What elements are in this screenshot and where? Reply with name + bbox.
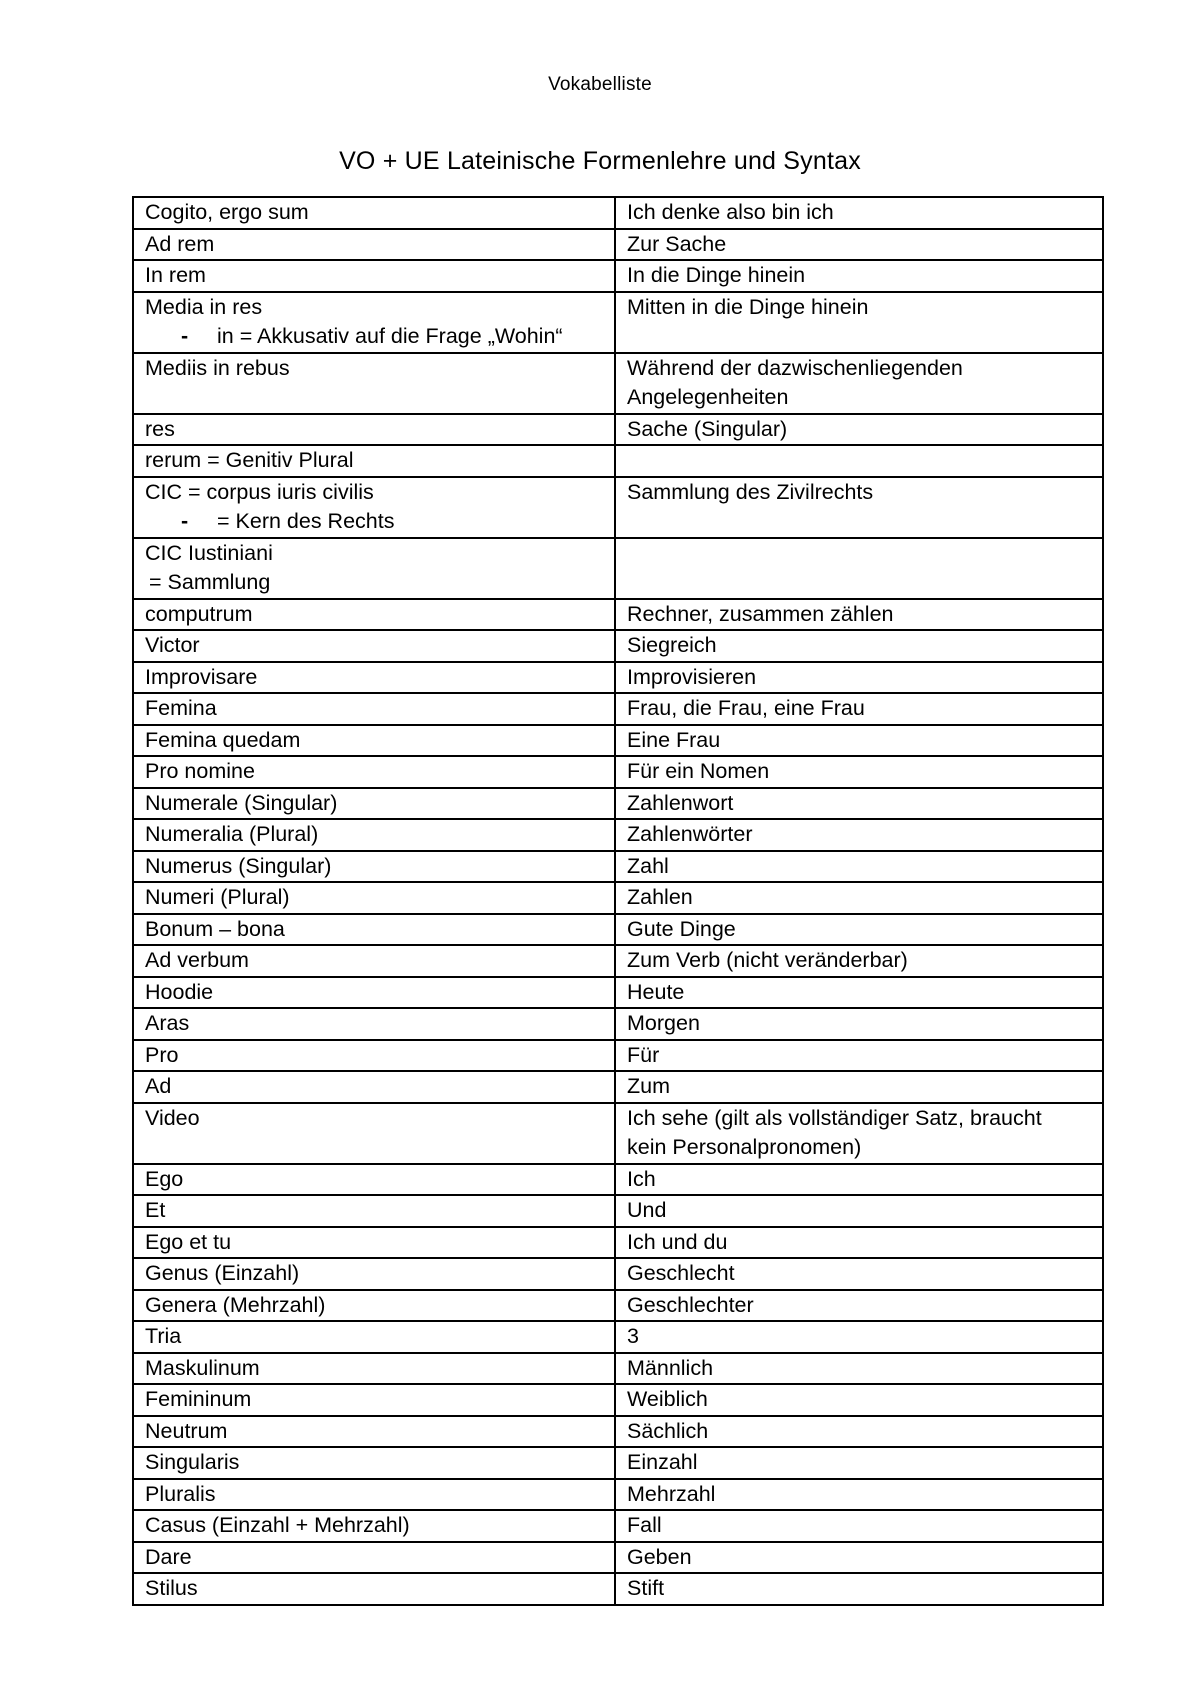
german-translation: Ich: [627, 1166, 656, 1191]
german-translation-cell: [615, 1227, 1103, 1259]
table-row: [133, 1164, 1103, 1196]
latin-term-cell: [133, 882, 615, 914]
latin-term-cell: [133, 1103, 615, 1164]
german-translation-cell: [615, 353, 1103, 414]
latin-term-cell: [133, 977, 615, 1009]
german-translation-continuation: Angelegenheiten: [627, 385, 789, 409]
table-row: [133, 229, 1103, 261]
table-row: [133, 1071, 1103, 1103]
latin-bullet-line: [145, 507, 603, 537]
latin-term: Numerale (Singular): [145, 790, 338, 815]
german-translation: Zur Sache: [627, 231, 727, 256]
latin-term: Ego: [145, 1166, 184, 1191]
table-row: [133, 1542, 1103, 1574]
latin-term-cell: [133, 1071, 615, 1103]
german-translation-cell: [615, 819, 1103, 851]
latin-bullet-text: = Kern des Rechts: [217, 509, 395, 533]
german-translation-cell: [615, 292, 1103, 353]
latin-term: Ad: [145, 1074, 172, 1098]
german-translation-cell: [615, 477, 1103, 538]
german-translation: Mehrzahl: [627, 1481, 716, 1506]
latin-term-cell: [133, 538, 615, 599]
table-row: [133, 662, 1103, 694]
bullet-dash: -: [181, 324, 189, 348]
latin-term: Video: [145, 1105, 200, 1130]
latin-term: Ad verbum: [145, 948, 249, 972]
german-translation: Eine Frau: [627, 727, 721, 752]
german-translation-cell: [615, 1040, 1103, 1072]
german-translation: Fall: [627, 1513, 662, 1537]
german-translation-cell: [615, 1258, 1103, 1290]
table-row: [133, 1416, 1103, 1448]
german-translation-cell: [615, 1321, 1103, 1353]
latin-term-cell: [133, 260, 615, 292]
german-translation-cell: [615, 977, 1103, 1009]
german-translation-cell: [615, 1542, 1103, 1574]
german-translation-cell: [615, 945, 1103, 977]
latin-bullet-line: [145, 322, 603, 352]
german-translation-cell: [615, 662, 1103, 694]
latin-term: Genus (Einzahl): [145, 1261, 300, 1285]
german-translation: Ich denke also bin ich: [627, 200, 834, 224]
german-translation: Sammlung des Zivilrechts: [627, 479, 874, 504]
table-row: [133, 725, 1103, 757]
table-row: [133, 1195, 1103, 1227]
bullet-dash: -: [181, 509, 189, 533]
german-translation-cell: [615, 1071, 1103, 1103]
vocabulary-table-body: [133, 197, 1103, 1605]
latin-term-cell: [133, 1195, 615, 1227]
latin-term-cell: [133, 1353, 615, 1385]
latin-term-cell: [133, 851, 615, 883]
table-row: [133, 882, 1103, 914]
german-translation: Männlich: [627, 1355, 714, 1380]
latin-term: res: [145, 416, 175, 441]
table-row: [133, 599, 1103, 631]
latin-term-cell: [133, 1227, 615, 1259]
latin-term: Cogito, ergo sum: [145, 200, 309, 224]
table-row: [133, 1290, 1103, 1322]
table-row: [133, 538, 1103, 599]
page-header: Vokabelliste: [548, 74, 652, 95]
table-row: [133, 197, 1103, 229]
german-translation-cell: [615, 725, 1103, 757]
latin-bullet-text: in = Akkusativ auf die Frage „Wohin“: [217, 324, 563, 348]
table-row: [133, 756, 1103, 788]
german-translation-cell: [615, 538, 1103, 599]
latin-term-cell: [133, 414, 615, 446]
latin-term-cell: [133, 725, 615, 757]
latin-term: Bonum – bona: [145, 916, 285, 941]
german-translation: Ich und du: [627, 1229, 728, 1254]
german-translation: Zahlen: [627, 885, 693, 909]
german-translation: Stift: [627, 1576, 665, 1600]
latin-term-cell: [133, 353, 615, 414]
latin-term: In rem: [145, 263, 206, 287]
latin-term-cell: [133, 1447, 615, 1479]
german-translation-cell: [615, 851, 1103, 883]
german-translation: [627, 446, 1091, 476]
latin-term: CIC Iustiniani: [145, 540, 273, 565]
table-row: [133, 1103, 1103, 1164]
latin-term: Mediis in rebus: [145, 355, 290, 380]
german-translation: Gute Dinge: [627, 916, 736, 941]
german-translation: Sächlich: [627, 1418, 709, 1443]
german-translation-cell: [615, 599, 1103, 631]
german-translation-cell: [615, 693, 1103, 725]
latin-term: Numeralia (Plural): [145, 822, 319, 846]
table-row: [133, 292, 1103, 353]
latin-term: rerum = Genitiv Plural: [145, 448, 354, 472]
german-translation-cell: [615, 630, 1103, 662]
german-translation: Weiblich: [627, 1387, 708, 1411]
latin-term-cell: [133, 914, 615, 946]
latin-term-cell: [133, 197, 615, 229]
latin-term-cell: [133, 1542, 615, 1574]
table-row: [133, 1040, 1103, 1072]
latin-term-cell: [133, 599, 615, 631]
german-translation: Sache (Singular): [627, 416, 788, 441]
latin-term: Femina: [145, 696, 217, 720]
latin-term: computrum: [145, 601, 253, 626]
table-row: [133, 693, 1103, 725]
table-row: [133, 630, 1103, 662]
german-translation: Frau, die Frau, eine Frau: [627, 696, 865, 720]
table-row: [133, 1227, 1103, 1259]
table-row: [133, 477, 1103, 538]
table-row: [133, 819, 1103, 851]
table-row: [133, 260, 1103, 292]
german-translation-cell: [615, 1353, 1103, 1385]
german-translation: [627, 539, 1091, 569]
latin-term: Numerus (Singular): [145, 853, 332, 878]
german-translation-cell: [615, 1510, 1103, 1542]
latin-term: Tria: [145, 1324, 182, 1348]
german-translation: Ich sehe (gilt als vollständiger Satz, braucht: [627, 1105, 1042, 1130]
german-translation: Während der dazwischenliegenden: [627, 355, 963, 380]
german-translation: Zahl: [627, 853, 669, 878]
latin-term-cell: [133, 1008, 615, 1040]
german-translation-cell: [615, 914, 1103, 946]
latin-term: Aras: [145, 1011, 190, 1035]
table-row: [133, 414, 1103, 446]
latin-term: Et: [145, 1198, 166, 1222]
german-translation-cell: [615, 1416, 1103, 1448]
latin-term: Femininum: [145, 1387, 252, 1411]
german-translation: Siegreich: [627, 633, 717, 657]
latin-term: Femina quedam: [145, 727, 301, 752]
german-translation: In die Dinge hinein: [627, 263, 806, 287]
latin-term: Maskulinum: [145, 1355, 260, 1380]
table-row: [133, 1479, 1103, 1511]
table-row: [133, 788, 1103, 820]
german-translation-cell: [615, 1164, 1103, 1196]
latin-term-cell: [133, 819, 615, 851]
table-row: [133, 445, 1103, 477]
latin-term-cell: [133, 788, 615, 820]
latin-term-cell: [133, 630, 615, 662]
table-row: [133, 945, 1103, 977]
german-translation: Geschlechter: [627, 1292, 754, 1317]
latin-term-cell: [133, 1384, 615, 1416]
latin-term: Neutrum: [145, 1418, 228, 1443]
table-row: [133, 1008, 1103, 1040]
german-translation-cell: [615, 1573, 1103, 1605]
german-translation: Improvisieren: [627, 664, 757, 689]
latin-term-cell: [133, 1290, 615, 1322]
table-row: [133, 1447, 1103, 1479]
german-translation-cell: [615, 414, 1103, 446]
german-translation-cell: [615, 1447, 1103, 1479]
latin-term-cell: [133, 1321, 615, 1353]
german-translation: Heute: [627, 979, 685, 1004]
german-translation: Für ein Nomen: [627, 759, 770, 783]
latin-term-cell: [133, 1479, 615, 1511]
table-row: [133, 851, 1103, 883]
table-row: [133, 1384, 1103, 1416]
latin-term: Pro nomine: [145, 759, 255, 783]
german-translation-cell: [615, 229, 1103, 261]
latin-term: Ego et tu: [145, 1229, 232, 1254]
german-translation: 3: [627, 1324, 639, 1348]
latin-term-cell: [133, 1040, 615, 1072]
latin-term: Singularis: [145, 1450, 240, 1474]
german-translation: Und: [627, 1198, 667, 1222]
latin-term-cell: [133, 945, 615, 977]
latin-term: Improvisare: [145, 664, 258, 689]
latin-term-cell: [133, 756, 615, 788]
german-translation: Zahlenwörter: [627, 822, 753, 846]
table-row: [133, 353, 1103, 414]
german-translation: Morgen: [627, 1011, 700, 1035]
german-translation-continuation: kein Personalpronomen): [627, 1135, 862, 1159]
latin-term: Genera (Mehrzahl): [145, 1292, 326, 1317]
german-translation: Mitten in die Dinge hinein: [627, 294, 869, 319]
latin-term-cell: [133, 1573, 615, 1605]
german-translation: Zum: [627, 1074, 670, 1098]
german-translation-cell: [615, 1384, 1103, 1416]
latin-term: Hoodie: [145, 979, 214, 1004]
table-row: [133, 1258, 1103, 1290]
german-translation-cell: [615, 445, 1103, 477]
latin-term: Pluralis: [145, 1481, 216, 1506]
german-translation: Geschlecht: [627, 1261, 735, 1285]
latin-term: Media in res: [145, 294, 263, 319]
german-translation-cell: [615, 788, 1103, 820]
german-translation-cell: [615, 1479, 1103, 1511]
german-translation-cell: [615, 1008, 1103, 1040]
table-row: [133, 977, 1103, 1009]
german-translation-cell: [615, 260, 1103, 292]
latin-term-cell: [133, 662, 615, 694]
table-row: [133, 914, 1103, 946]
german-translation: Zum Verb (nicht veränderbar): [627, 948, 908, 972]
german-translation: Zahlenwort: [627, 790, 734, 815]
latin-term: Pro: [145, 1042, 179, 1067]
latin-term: Dare: [145, 1544, 192, 1569]
german-translation-cell: [615, 1290, 1103, 1322]
german-translation: Geben: [627, 1544, 692, 1569]
latin-term: Casus (Einzahl + Mehrzahl): [145, 1513, 410, 1537]
german-translation-cell: [615, 882, 1103, 914]
latin-term-cell: [133, 693, 615, 725]
latin-term-cell: [133, 477, 615, 538]
german-translation-cell: [615, 756, 1103, 788]
latin-term: Numeri (Plural): [145, 885, 290, 909]
latin-term: CIC = corpus iuris civilis: [145, 479, 374, 504]
table-row: [133, 1510, 1103, 1542]
latin-term-cell: [133, 1164, 615, 1196]
latin-term-cell: [133, 1416, 615, 1448]
german-translation: Einzahl: [627, 1450, 698, 1474]
german-translation: Für: [627, 1042, 660, 1067]
latin-term-cell: [133, 292, 615, 353]
document-title: VO + UE Lateinische Formenlehre und Syntax: [339, 147, 861, 175]
latin-term: Stilus: [145, 1576, 198, 1600]
table-row: [133, 1321, 1103, 1353]
german-translation: Rechner, zusammen zählen: [627, 601, 894, 626]
table-row: [133, 1353, 1103, 1385]
german-translation-cell: [615, 1195, 1103, 1227]
latin-term-cell: [133, 445, 615, 477]
latin-term-cell: [133, 1510, 615, 1542]
german-translation-cell: [615, 197, 1103, 229]
german-translation-cell: [615, 1103, 1103, 1164]
latin-term-cell: [133, 229, 615, 261]
latin-term: Ad rem: [145, 231, 215, 256]
latin-term: Victor: [145, 633, 200, 657]
vocabulary-table: [132, 196, 1104, 1606]
latin-term-cell: [133, 1258, 615, 1290]
table-row: [133, 1573, 1103, 1605]
latin-term-continuation: = Sammlung: [149, 570, 271, 594]
